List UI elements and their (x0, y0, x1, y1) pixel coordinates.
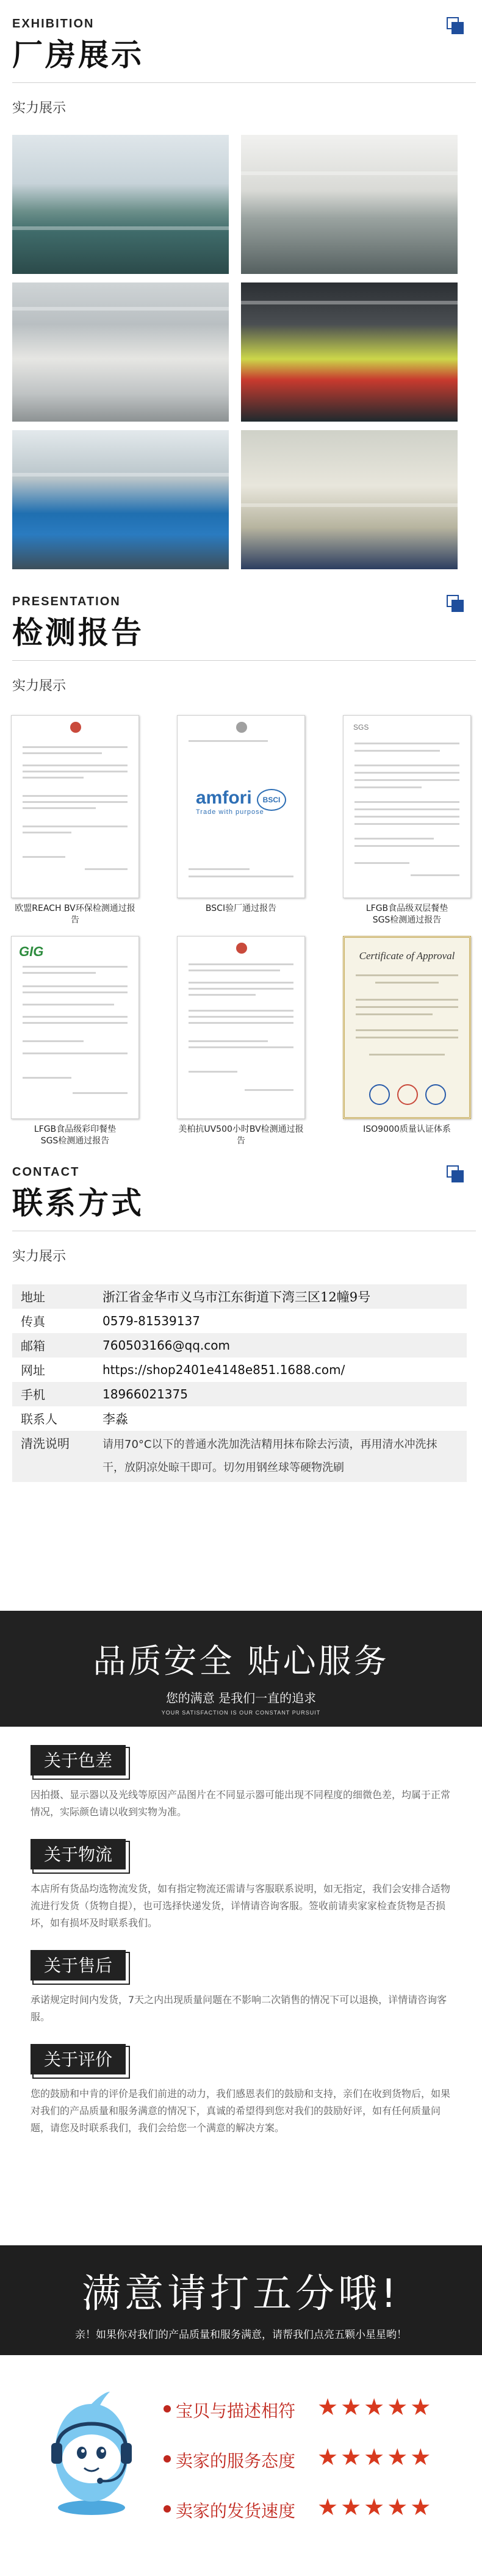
rating-subtitle: 亲！如果你对我们的产品质量和服务满意，请帮我们点亮五颗小星星哟！ (75, 2329, 407, 2341)
section-corner-icon (447, 595, 465, 613)
customer-service-mascot-icon (43, 2392, 140, 2520)
five-star-rating[interactable]: ★★★★★ (317, 2394, 434, 2420)
contact-row (12, 1358, 467, 1382)
service-english-subtitle: YOUR SATISFACTION IS OUR CONSTANT PURSUIT (161, 1710, 321, 1716)
certificate-caption: BSCI验厂通过报告 (205, 904, 277, 913)
certificate-card (177, 715, 305, 926)
factory-photo (241, 282, 458, 422)
notice-text: 您的鼓励和中肯的评价是我们前进的动力，我们感恩表们的鼓励和支持，亲们在收到货物后，如果对我们的产品质量和服务满意的情况下，真诚的希望得到您对我们的鼓励好评，如有任何质量问题，请您及时联系我们，我们会给您一个满意的解决方案。 (31, 2088, 451, 2134)
certificate-caption: 美柏抗UV500小时BV检测通过报告 (178, 1124, 304, 1146)
five-star-rating[interactable]: ★★★★★ (317, 2444, 434, 2470)
contact-row (12, 1309, 467, 1333)
notice-text: 因拍摄、显示器以及光线等原因产品图片在不同显示器可能出现不同程度的细微色差，均属于正常情况，实际颜色请以收到实物为准。 (31, 1789, 451, 1818)
notice-review (0, 2044, 482, 2137)
certificate-document (177, 936, 305, 1119)
notice-text: 本店所有货品均选物流发货，如有指定物流还需请与客服联系说明，如无指定，我们会安排合适物流进行发货（货物自提），也可选择快递发货，详情请咨询客服。签收前请卖家家检查货物是否损坏，如有损坏及时联系我们。 (31, 1883, 451, 1929)
notice-after-sales (0, 1950, 482, 2026)
certificate-grid (0, 694, 482, 1147)
section-divider (12, 660, 476, 661)
section-subtitle: 实力展示 (12, 678, 67, 694)
factory-photo (241, 135, 458, 274)
contact-label: 传真 (21, 1314, 45, 1329)
contact-row (12, 1406, 467, 1431)
contact-label: 网址 (21, 1363, 45, 1378)
section-divider (12, 82, 476, 83)
certificate-card (11, 715, 139, 926)
contact-section (0, 1147, 482, 1265)
certificate-caption: LFGB食品级彩印餐垫 SGS检测通过报告 (34, 1124, 117, 1146)
section-subtitle: 实力展示 (12, 1248, 67, 1264)
service-title: 品质安全 贴心服务 (93, 1642, 389, 1680)
certificate-caption: 欧盟REACH BV环保检测通过报告 (15, 904, 135, 925)
exhibition-section (0, 0, 482, 117)
sgs-logo: SGS (353, 723, 369, 732)
certificate-title: Certificate of Approval (359, 949, 455, 962)
contact-label: 地址 (21, 1290, 45, 1305)
section-english-title: EXHIBITION (12, 17, 95, 31)
section-english-title: CONTACT (12, 1165, 80, 1179)
rating-row (164, 2442, 456, 2476)
contact-row (12, 1333, 467, 1358)
notice-tag: 关于评价 (31, 2044, 126, 2074)
notice-logistics (0, 1839, 482, 1932)
rating-banner (0, 2245, 482, 2355)
service-subtitle: 您的满意 是我们一直的追求 (165, 1691, 317, 1705)
factory-photo (12, 430, 229, 569)
notice-list (0, 1745, 482, 2155)
notice-tag: 关于物流 (31, 1839, 126, 1869)
contact-website-link[interactable]: https://shop2401e4148e851.1688.com/ (103, 1362, 345, 1377)
certificate-card (177, 936, 305, 1147)
factory-photo (12, 135, 229, 274)
rating-section (0, 2367, 482, 2550)
notice-tag: 关于色差 (31, 1745, 126, 1775)
contact-address: 浙江省金华市义乌市江东街道下湾三区12幢9号 (103, 1289, 371, 1304)
certificate-document (343, 936, 471, 1119)
bullet-dot-icon (164, 2455, 171, 2463)
certificate-document (343, 715, 471, 898)
section-subtitle: 实力展示 (12, 101, 67, 116)
gig-logo: GIG (19, 943, 44, 959)
section-title: 检测报告 (12, 615, 144, 650)
factory-photo (12, 282, 229, 422)
notice-color-difference (0, 1745, 482, 1821)
washing-instructions: 请用70°C以下的普通水洗加洗洁精用抹布除去污渍，再用清水冲洗抹干，放阴凉处晾干即可。切勿用钢丝球等硬物洗刷 (103, 1437, 437, 1474)
presentation-section (0, 569, 482, 694)
certificate-caption: ISO9000质量认证体系 (363, 1124, 451, 1134)
section-title: 联系方式 (12, 1185, 144, 1221)
contact-phone: 18966021375 (103, 1386, 188, 1401)
certificate-card (343, 715, 471, 926)
contact-row (12, 1382, 467, 1406)
contact-label: 清洗说明 (21, 1436, 70, 1451)
bullet-dot-icon (164, 2405, 171, 2412)
factory-photo (241, 430, 458, 569)
section-title: 厂房展示 (12, 37, 144, 73)
bullet-dot-icon (164, 2505, 171, 2513)
rating-label: 卖家的发货速度 (176, 2501, 296, 2521)
bsci-logo: BSCI (257, 789, 286, 811)
certificate-document (11, 936, 139, 1119)
rating-label: 宝贝与描述相符 (176, 2401, 296, 2421)
contact-label: 邮箱 (21, 1339, 45, 1354)
contact-email[interactable]: 760503166@qq.com (103, 1337, 230, 1353)
notice-tag: 关于售后 (31, 1950, 126, 1981)
section-corner-icon (447, 1165, 465, 1184)
certificate-card (11, 936, 139, 1147)
amfori-logo: amfori Trade with purpose (196, 788, 264, 816)
section-english-title: PRESENTATION (12, 595, 121, 608)
contact-table (12, 1284, 467, 1482)
factory-photo-grid (0, 117, 482, 569)
rating-row (164, 2492, 456, 2526)
service-banner (0, 1611, 482, 1727)
certificate-document (177, 715, 305, 898)
certificate-document (11, 715, 139, 898)
contact-row (12, 1431, 467, 1482)
rating-label: 卖家的服务态度 (176, 2451, 296, 2471)
contact-person: 李淼 (103, 1411, 128, 1427)
contact-fax: 0579-81539137 (103, 1313, 200, 1328)
certificate-caption: LFGB食品级双层餐垫 SGS检测通过报告 (365, 904, 448, 925)
contact-label: 手机 (21, 1387, 45, 1403)
notice-text: 承诺规定时间内发货，7天之内出现质量问题在不影响二次销售的情况下可以退换，详情请咨询客服。 (31, 1994, 447, 2023)
section-corner-icon (447, 17, 465, 35)
rating-row (164, 2392, 456, 2426)
contact-row (12, 1284, 467, 1309)
certificate-card (343, 936, 471, 1147)
rating-title: 满意请打五分哦! (82, 2272, 400, 2317)
contact-label: 联系人 (21, 1412, 57, 1427)
five-star-rating[interactable]: ★★★★★ (317, 2494, 434, 2520)
